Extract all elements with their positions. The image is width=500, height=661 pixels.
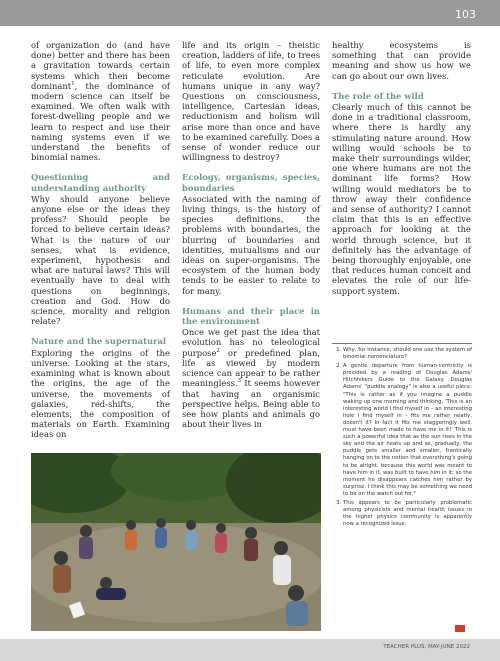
paragraph: Why should anyone believe anyone else or the ideas they profess? Should people be forced to believe certain ideas? What is the nature of our senses, what is evidence, experiment, hypothesis and what are natural laws? This will eventually have to deal with questions on beginnings, creation and God. How do science, morality and religion relate? [31,193,170,327]
footnote: 2. A gentle departure from human-centricity is provided by a reading of Douglas Adams' Hitchhikers Guide to the Galaxy. Douglas Adams' "puddle analogy" is also a useful piece: "This is rather as if you imagine a puddle waking up one morning and thinking, 'This is an interesting world I find myself in – an interesting hole I find myself in – fits me rather neatly, doesn't it? In fact it fits me staggeringly well, must have been made to have me in it!' This is such a powerful idea that as the sun rises in the sky and the air heats up and as, gradually, the puddle gets smaller and smaller, frantically hanging on to the notion that everything's going to be alright, because this world was meant to have him in it, was built to have him in it; so the moment he disappears catches him rather by surprise. I think this may be something we need to be on the watch out for." [343,363,472,498]
footnote-ref: 3 [237,378,242,385]
paragraph: Clearly much of this cannot be done in a traditional classroom, where there is hardly any stimulating nature around. How willing would schools be to make their surroundings wilder, one where humans are not the dominant life forms? How willing would mediators be to throw away their confidence and sense of authority? I cannot claim that this is an effective approach for looking at the world through science, but it definitely has the advantage of being thoroughly enjoyable, one that reduces human conceit and elevates the role of our life-support system. [332,102,471,296]
paragraph: healthy ecosystems is something that can provide meaning and show us how we can go about our own lives. [332,40,471,81]
text-column-2 [182,40,320,439]
group-photo [31,453,321,631]
section-heading: Nature and the supernatural [31,336,167,347]
footnote: 1. Why, for instance, should one use the system of binomial nomenclature? [343,347,472,361]
section-heading: Humans and their place in the environment [182,305,320,327]
paragraph: of organization do (and have done) better and there has been a gravitation towards certain systems which then become dominant$^1$, the dominance of modern science can itself be examined. We often walk with forest-dwelling people and we learn to respect and use their naming systems even if we understand the benefits of binomial names. [31,40,170,163]
section-heading: The role of the wild [332,90,424,101]
footer-publication: TEACHER PLUS, MAY-JUNE 2022 [383,644,470,650]
footnotes [332,343,472,530]
text-column-3 [332,40,471,306]
paragraph: life and its origin – theistic creation, ladders of life, to trees of life, to even more complex reticulate evolution. Are humans unique in any way? Questions on consciousness, intelligence, Cartesian ideas, reductionism and holism will arise more than once and have to be examined carefully. Does a sense of wonder reduce our willingness to destroy? [182,40,320,163]
footnote: 3. This appears to be particularly problematic among physicists and mental health issues in the higher physics community is apparently now a recognized issue. [343,500,472,528]
header-bar [0,0,500,26]
paragraph: Exploring the origins of the universe. Looking at the stars, examining what is known about the origins, the age of the universe, the movements of galaxies, red-shifts, the elements, the composition of materials on Earth. Examining ideas on [31,347,170,440]
paragraph: Associated with the naming of living things, is the history of species definitions, the problems with boundaries, the blurring of boundaries and identities, mutualisms and our ideas on super-organisms. The ecosystem of the human body tends to be easier to relate to for many. [182,193,320,296]
page-badge [455,625,465,632]
section-heading: Ecology, organisms, species, boundaries [182,172,320,193]
page-number: 103 [455,8,476,21]
paragraph: Once we get past the idea that evolution has no teleological purpose$^2$ or predefined plan, life as viewed by modern science can appear to be rather meaningless.$^3$ It seems however that having an organismic perspective helps. Being able to see how plants and animals go about their lives in [182,327,320,430]
footnote-ref: 2 [216,347,220,354]
section-heading: Questioning and understanding authority [31,172,170,193]
footnote-ref: 1 [71,81,75,88]
footer-bar [0,639,500,661]
text-column-1 [31,40,170,450]
